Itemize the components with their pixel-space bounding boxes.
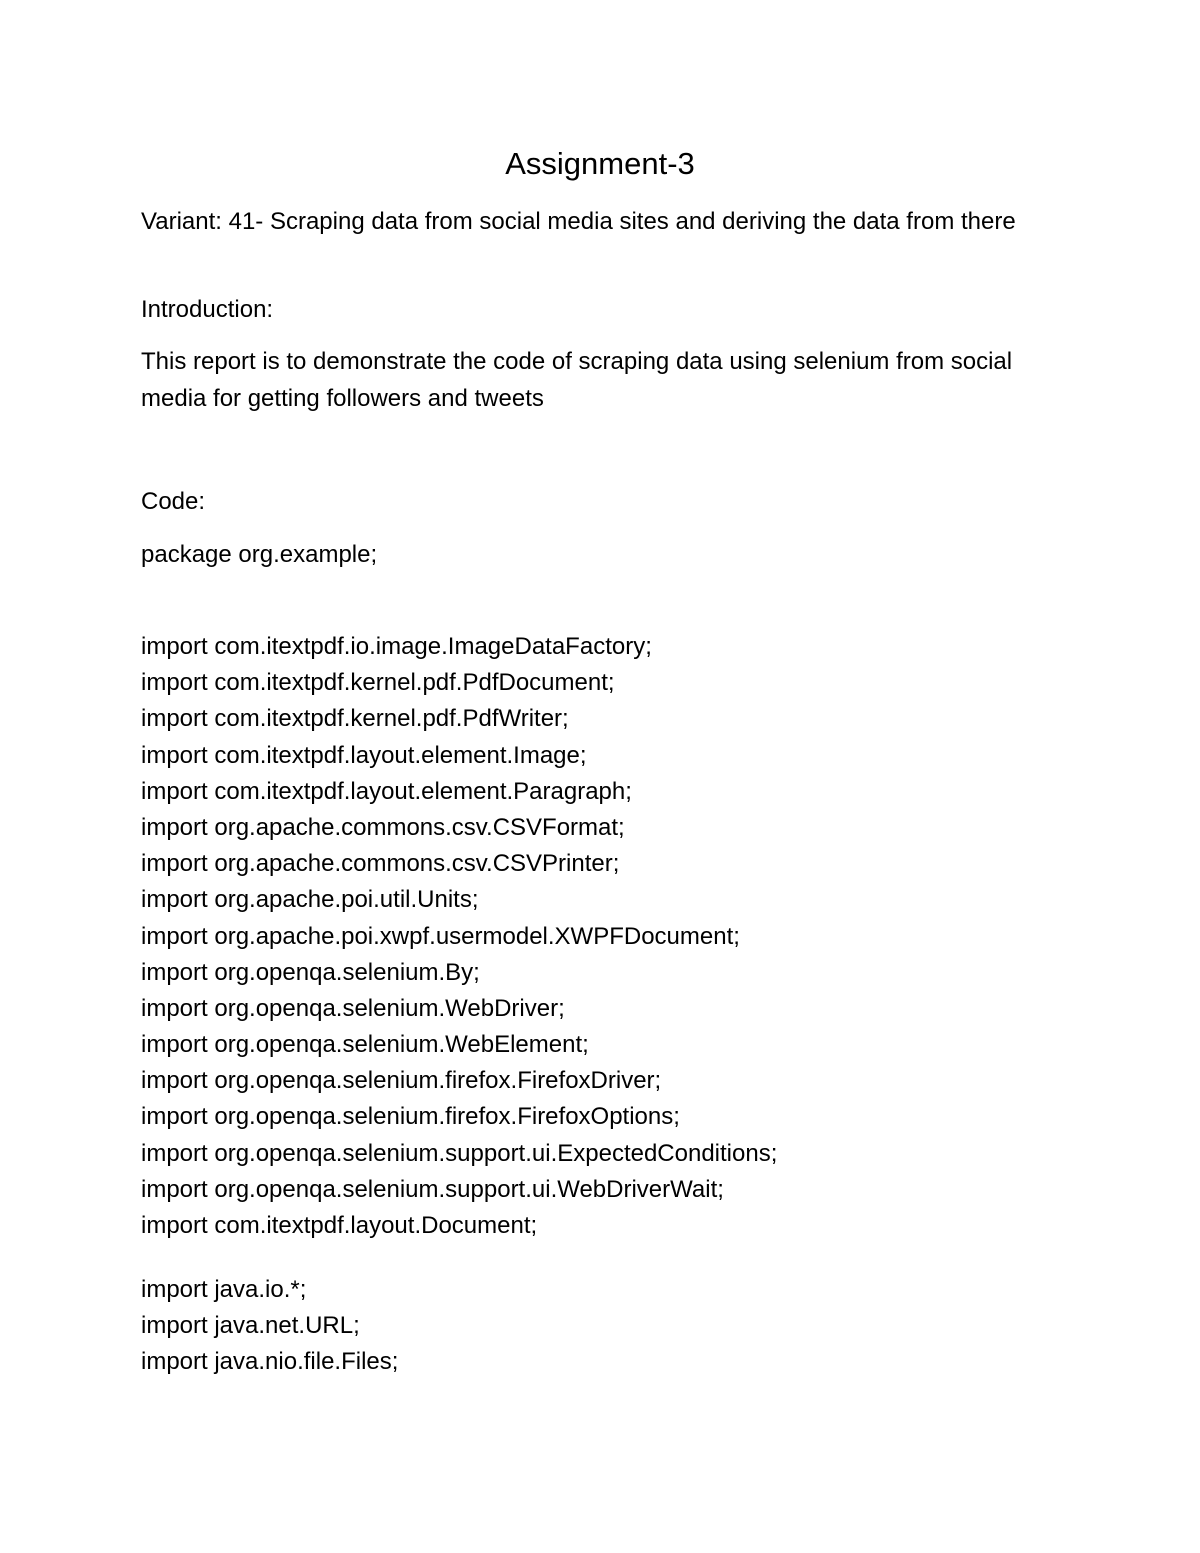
import-statement: import com.itextpdf.layout.Document;: [141, 1212, 538, 1239]
import-statement: import org.apache.poi.xwpf.usermodel.XWPFDocument;: [141, 922, 740, 950]
import-statement: import com.itextpdf.kernel.pdf.PdfDocument;: [141, 669, 615, 697]
import-statement: import org.openqa.selenium.support.ui.WebDriverWait;: [141, 1175, 724, 1203]
import-statement: import org.openqa.selenium.firefox.FirefoxOptions;: [141, 1103, 680, 1131]
import-statement: import org.apache.commons.csv.CSVPrinter;: [141, 850, 620, 878]
import-statement: import java.nio.file.Files;: [141, 1348, 399, 1376]
import-statement: import com.itextpdf.layout.element.Image;: [141, 741, 587, 769]
import-statement: import com.itextpdf.kernel.pdf.PdfWriter;: [141, 705, 569, 733]
code-heading: Code:: [141, 488, 206, 515]
import-statement: import org.openqa.selenium.WebElement;: [141, 1031, 589, 1059]
import-statement: import org.openqa.selenium.By;: [141, 958, 480, 986]
import-block-primary: [141, 629, 1071, 1244]
import-statement: import com.itextpdf.layout.element.Paragraph;: [141, 777, 632, 805]
introduction-paragraph: This report is to demonstrate the code of scraping data using selenium from social media for getting followers and tweets: [141, 348, 1013, 412]
import-statement: import org.openqa.selenium.WebDriver;: [141, 994, 565, 1022]
import-statement: import com.itextpdf.io.image.ImageDataFactory;: [141, 633, 652, 660]
introduction-heading: Introduction:: [141, 296, 274, 323]
import-statement: import org.apache.commons.csv.CSVFormat;: [141, 813, 625, 841]
package-declaration: package org.example;: [141, 541, 378, 568]
document-title: Assignment-3: [505, 146, 695, 181]
import-statement: import org.apache.poi.util.Units;: [141, 886, 479, 914]
import-block-java: [141, 1272, 1071, 1381]
import-statement: import org.openqa.selenium.support.ui.ExpectedConditions;: [141, 1139, 778, 1167]
import-statement: import org.openqa.selenium.firefox.FirefoxDriver;: [141, 1067, 662, 1095]
import-statement: import java.net.URL;: [141, 1312, 360, 1340]
variant-paragraph: Variant: 41- Scraping data from social media sites and deriving the data from there: [141, 208, 1016, 235]
import-statement: import java.io.*;: [141, 1276, 307, 1303]
